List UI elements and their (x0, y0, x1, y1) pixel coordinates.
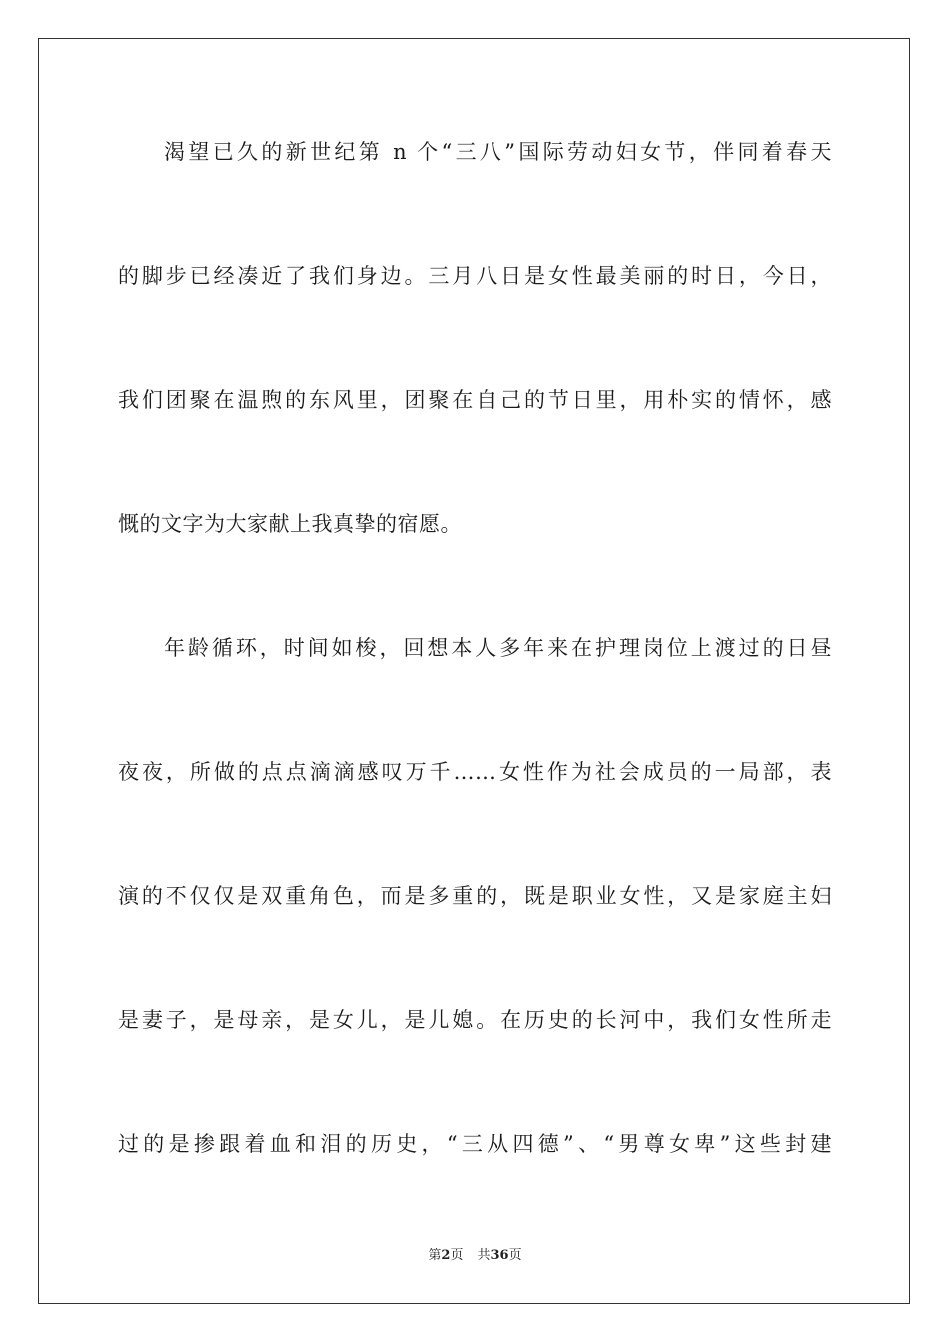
page-border (38, 38, 910, 1304)
page-footer (0, 1246, 950, 1266)
paragraph-2-line-2: 夜夜，所做的点点滴滴感叹万千……女性作为社会成员的一局部，表 (118, 760, 832, 784)
footer-page-number: 2 (441, 1248, 451, 1263)
footer-page-prefix: 第 (428, 1248, 442, 1263)
footer-total-suffix: 页 (508, 1248, 522, 1263)
paragraph-2-line-5: 过的是掺跟着血和泪的历史，“三从四德”、“男尊女卑”这些封建 (118, 1132, 832, 1156)
footer-page-suffix: 页 (450, 1248, 464, 1263)
paragraph-1-line-1: 渴望已久的新世纪第 n 个“三八”国际劳动妇女节，伴同着春天 (164, 140, 832, 164)
footer-total-pages: 36 (490, 1248, 509, 1263)
paragraph-1-line-3: 我们团聚在温煦的东风里，团聚在自己的节日里，用朴实的情怀，感 (118, 388, 832, 412)
paragraph-1-line-2: 的脚步已经凑近了我们身边。三月八日是女性最美丽的时日，今日， (118, 264, 832, 288)
paragraph-2-line-3: 演的不仅仅是双重角色，而是多重的，既是职业女性，又是家庭主妇 (118, 884, 832, 908)
paragraph-2-line-1: 年龄循环，时间如梭，回想本人多年来在护理岗位上渡过的日昼 (164, 636, 832, 660)
paragraph-2-line-4: 是妻子，是母亲，是女儿，是儿媳。在历史的长河中，我们女性所走 (118, 1008, 832, 1032)
paragraph-1-line-4: 慨的文字为大家献上我真挚的宿愿。 (118, 512, 462, 536)
footer-total-prefix: 共 (477, 1248, 491, 1263)
